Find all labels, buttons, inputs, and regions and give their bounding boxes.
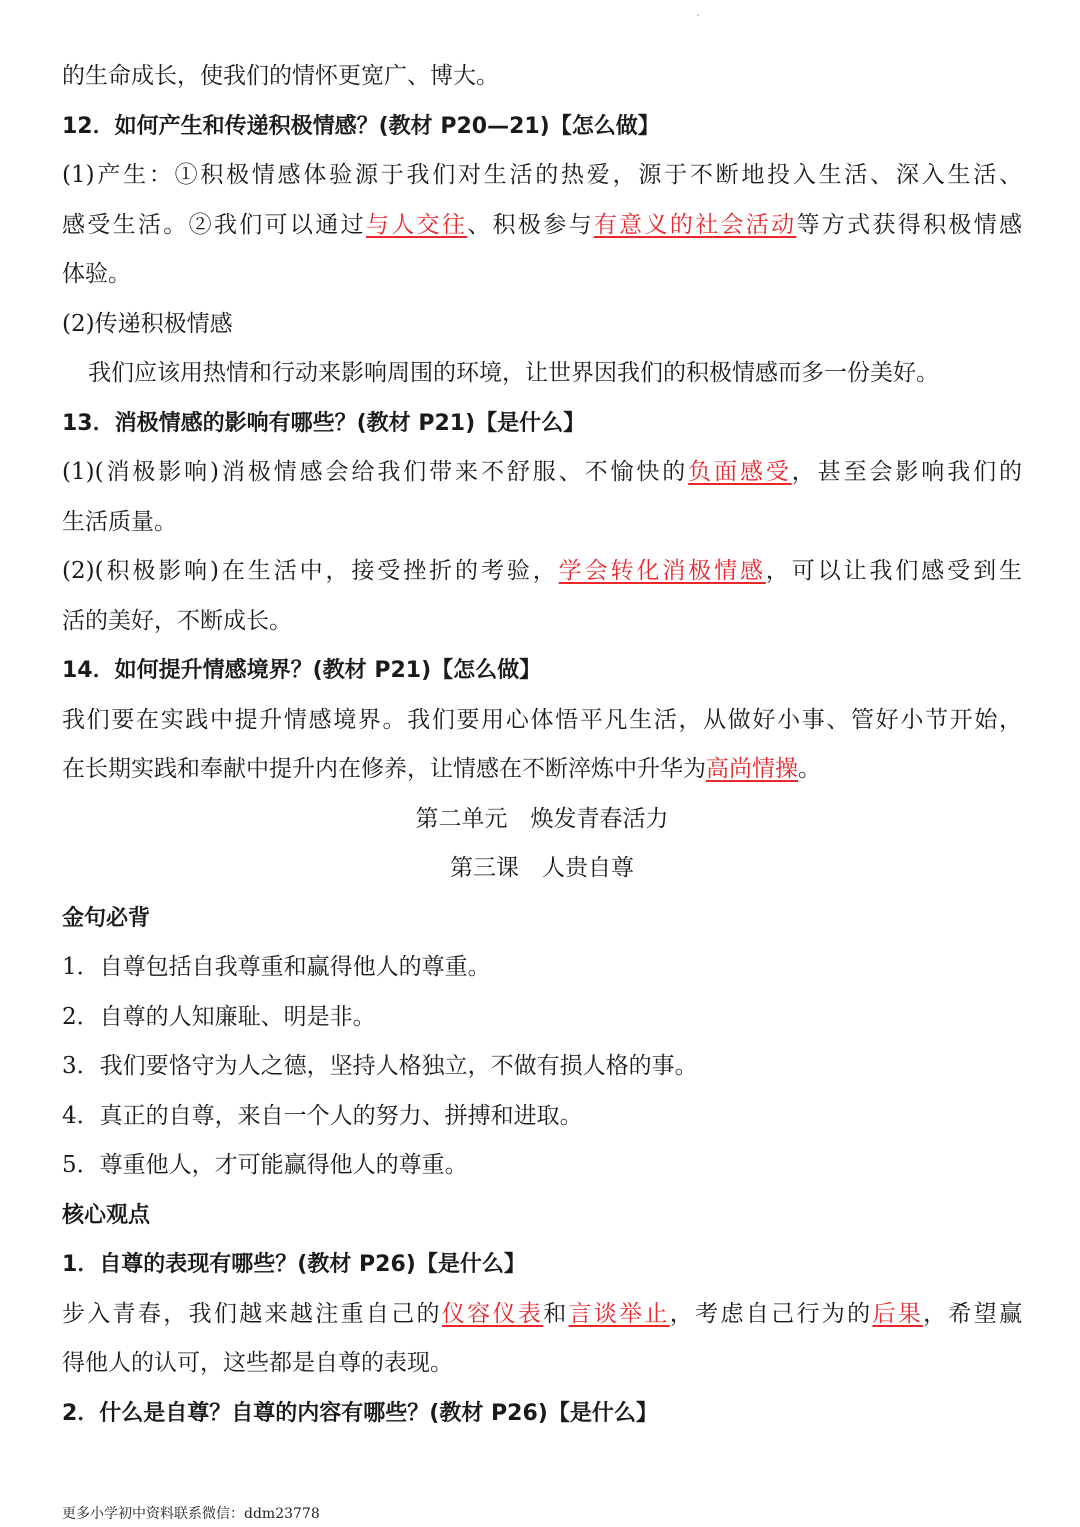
text-line: [62, 547, 1022, 597]
highlighted-keyword: 有意义的社会活动: [593, 211, 797, 238]
section-heading: [62, 102, 1022, 152]
text-run: 。: [798, 756, 821, 782]
centered-title: [62, 795, 1022, 845]
text-line: [62, 300, 1022, 350]
text-run: (2)传递积极情感: [62, 310, 233, 337]
centered-title: [62, 844, 1022, 894]
text-run: 得他人的认可，这些都是自尊的表现。: [62, 1350, 453, 1376]
footer-contact: 更多小学初中资料联系微信：ddm23778: [62, 1506, 320, 1522]
text-line: [62, 1042, 1022, 1092]
text-line: [62, 1092, 1022, 1142]
text-run: 13．消极情感的影响有哪些？(教材 P21)【是什么】: [62, 410, 586, 436]
text-run: 步入青春，我们越来越注重自己的: [62, 1300, 442, 1327]
text-line: [62, 250, 1022, 300]
text-run: (1)产生：①积极情感体验源于我们对生活的热爱，源于不断地投入生活、深入生活、: [62, 162, 1022, 188]
text-line: [62, 597, 1022, 647]
text-run: 感受生活。②我们可以通过: [62, 211, 366, 238]
text-line: [62, 151, 1022, 201]
highlighted-keyword: 后果: [872, 1300, 924, 1327]
text-run: 5．尊重他人，才可能赢得他人的尊重。: [62, 1152, 468, 1178]
text-run: 金句必背: [62, 905, 151, 931]
highlighted-keyword: 负面感受: [688, 459, 792, 485]
highlighted-keyword: 高尚情操: [706, 756, 798, 782]
text-run: 、积极参与: [467, 211, 594, 238]
text-line: [62, 1290, 1022, 1340]
text-run: 3．我们要恪守为人之德，坚持人格独立，不做有损人格的事。: [62, 1053, 698, 1079]
text-run: (1)(消极影响)消极情感会给我们带来不舒服、不愉快的: [62, 459, 689, 485]
text-run: 12．如何产生和传递积极情感？(教材 P20—21)【怎么做】: [62, 113, 660, 139]
text-run: 我们要在实践中提升情感境界。我们要用心体悟平凡生活，从做好小事、管好小节开始，: [62, 706, 1022, 733]
text-run: 体验。: [62, 261, 131, 287]
text-run: 和: [543, 1300, 569, 1327]
section-heading: [62, 1389, 1022, 1439]
text-run: 等方式获得积极情感: [796, 211, 1022, 238]
highlighted-keyword: 与人交往: [365, 211, 468, 238]
section-heading: [62, 399, 1022, 449]
highlighted-keyword: 言谈举止: [568, 1300, 670, 1327]
text-run: 生活质量。: [62, 508, 177, 535]
text-run: ，希望赢: [923, 1300, 1022, 1327]
text-line: [62, 349, 1022, 399]
section-heading: [62, 1240, 1022, 1290]
text-line: [62, 52, 1022, 102]
text-run: 我们应该用热情和行动来影响周围的环境，让世界因我们的积极情感而多一份美好。: [88, 360, 939, 386]
text-run: 活的美好，不断成长。: [62, 607, 292, 634]
text-line: [62, 993, 1022, 1043]
document-body: [62, 52, 1022, 1438]
text-run: (2)(积极影响)在生活中，接受挫折的考验，: [62, 558, 559, 584]
text-run: 在长期实践和奉献中提升内在修养，让情感在不断淬炼中升华为: [62, 756, 706, 782]
highlighted-keyword: 学会转化消极情感: [558, 558, 766, 584]
text-run: 2．自尊的人知廉耻、明是非。: [62, 1003, 376, 1030]
section-heading: [62, 646, 1022, 696]
text-line: [62, 745, 1022, 795]
text-run: 的生命成长，使我们的情怀更宽广、博大。: [62, 63, 499, 89]
text-line: [62, 1339, 1022, 1389]
text-run: ，考虑自己行为的: [669, 1300, 873, 1327]
scan-speck: [697, 14, 699, 16]
text-line: [62, 201, 1022, 251]
section-heading: [62, 894, 1022, 944]
text-run: ，可以让我们感受到生: [765, 558, 1022, 584]
text-run: 核心观点: [62, 1202, 151, 1228]
text-line: [62, 1141, 1022, 1191]
text-line: [62, 448, 1022, 498]
text-line: [62, 696, 1022, 746]
text-run: 1．自尊的表现有哪些？(教材 P26)【是什么】: [62, 1252, 526, 1277]
text-line: [62, 943, 1022, 993]
text-run: 1．自尊包括自我尊重和赢得他人的尊重。: [62, 954, 491, 980]
text-run: 第三课 人贵自尊: [450, 855, 634, 881]
text-run: 2．什么是自尊？自尊的内容有哪些？(教材 P26)【是什么】: [62, 1400, 658, 1426]
text-run: ，甚至会影响我们的: [791, 459, 1022, 485]
highlighted-keyword: 仪容仪表: [441, 1300, 544, 1327]
text-run: 第二单元 焕发青春活力: [415, 805, 669, 832]
text-run: 14．如何提升情感境界？(教材 P21)【怎么做】: [62, 658, 542, 683]
section-heading: [62, 1191, 1022, 1241]
text-run: 4．真正的自尊，来自一个人的努力、拼搏和进取。: [62, 1102, 583, 1129]
text-line: [62, 498, 1022, 548]
